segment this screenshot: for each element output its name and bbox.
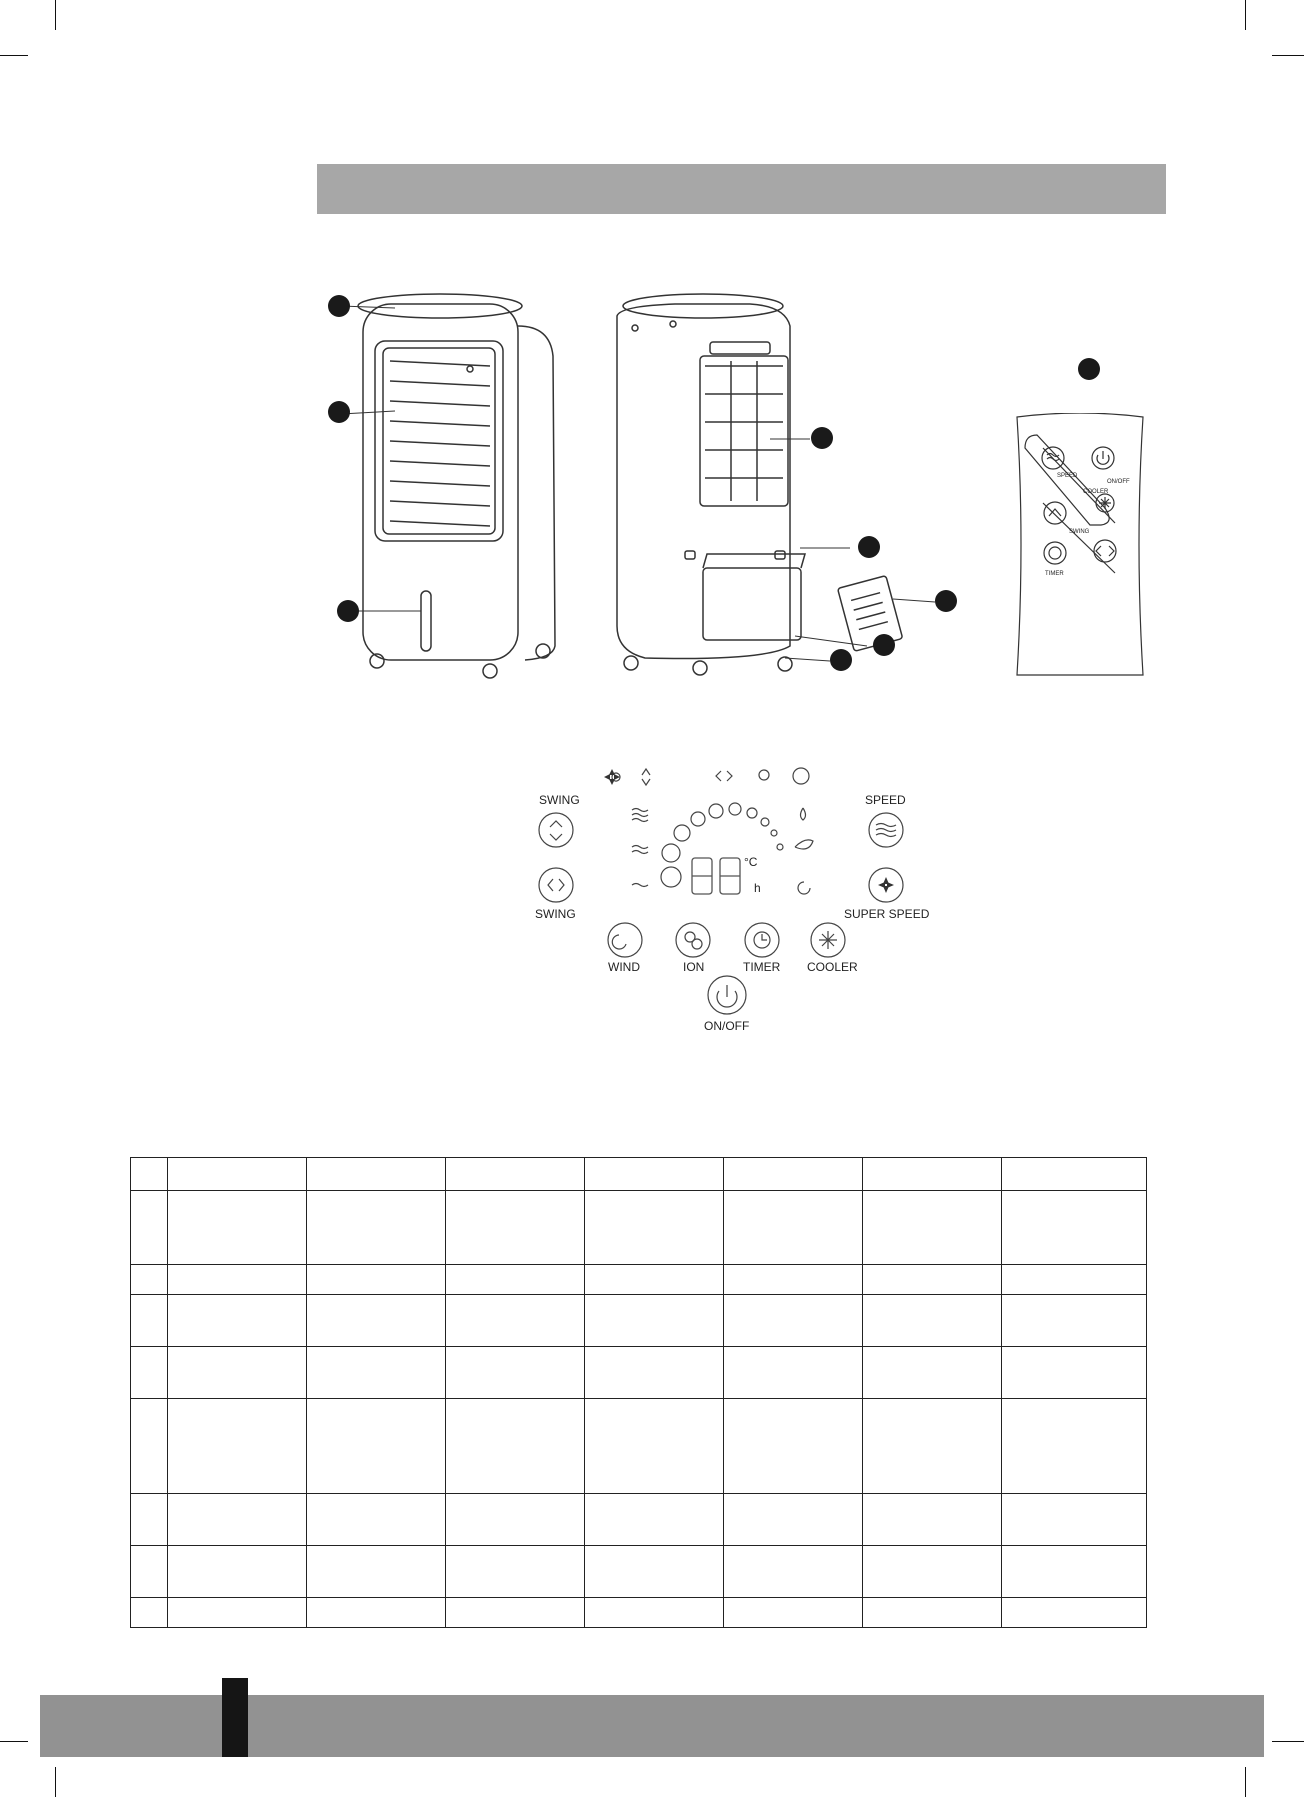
table-cell — [724, 1265, 863, 1295]
swing-horizontal-label: SWING — [535, 907, 576, 921]
remote-speed-label: SPEED — [1057, 473, 1078, 479]
section-header-bar — [317, 164, 1166, 214]
table-cell — [168, 1546, 307, 1598]
table-row — [131, 1265, 1147, 1295]
speed-low-indicator-icon — [632, 884, 648, 887]
table-cell — [446, 1191, 585, 1265]
table-cell — [724, 1191, 863, 1265]
celsius-unit-label: °C — [744, 855, 758, 869]
onoff-label: ON/OFF — [704, 1019, 750, 1033]
callout-marker — [935, 590, 957, 612]
crop-mark — [1245, 1767, 1246, 1797]
table-cell — [585, 1399, 724, 1494]
remote-control-figure — [1015, 413, 1145, 678]
table-cell — [307, 1347, 446, 1399]
spec-table — [130, 1157, 1147, 1628]
swing-vertical-icon — [550, 821, 562, 840]
fan-icon — [878, 877, 894, 893]
swing-vertical-label: SWING — [539, 793, 580, 807]
snowflake-icon — [819, 931, 837, 949]
table-cell — [1002, 1347, 1147, 1399]
table-row — [131, 1158, 1147, 1191]
table-cell — [168, 1191, 307, 1265]
table-row — [131, 1494, 1147, 1546]
timer-label: TIMER — [743, 960, 781, 974]
callout-marker — [337, 600, 359, 622]
table-cell — [131, 1598, 168, 1628]
super-speed-button-ring — [869, 868, 903, 902]
table-cell — [724, 1399, 863, 1494]
table-cell — [863, 1295, 1002, 1347]
crop-mark — [1245, 0, 1246, 30]
table-cell — [307, 1158, 446, 1191]
table-cell — [724, 1598, 863, 1628]
speed-high-indicator-icon — [632, 809, 648, 822]
sleep-wind-icon — [612, 935, 626, 949]
swing-horizontal-icon — [548, 879, 564, 891]
table-cell — [131, 1347, 168, 1399]
table-row — [131, 1598, 1147, 1628]
table-cell — [1002, 1191, 1147, 1265]
table-cell — [307, 1191, 446, 1265]
cooler-front-illustration — [325, 286, 560, 691]
swing-vertical-indicator-icon — [642, 769, 650, 785]
table-cell — [131, 1158, 168, 1191]
table-cell — [307, 1494, 446, 1546]
callout-marker — [328, 401, 350, 423]
water-drop-icon — [801, 808, 806, 820]
callout-marker — [811, 427, 833, 449]
callout-marker — [328, 295, 350, 317]
table-cell — [446, 1546, 585, 1598]
ion-button-ring — [676, 923, 710, 957]
crop-mark — [0, 1741, 28, 1742]
table-cell — [863, 1265, 1002, 1295]
cooler-rear-illustration — [605, 286, 955, 691]
table-cell — [307, 1399, 446, 1494]
leaf-icon — [795, 840, 813, 849]
table-cell — [1002, 1295, 1147, 1347]
callout-marker — [1078, 358, 1100, 380]
crop-mark — [0, 55, 28, 56]
table-cell — [863, 1598, 1002, 1628]
table-cell — [446, 1158, 585, 1191]
table-cell — [307, 1295, 446, 1347]
hours-unit-label: h — [754, 881, 761, 895]
table-cell — [168, 1158, 307, 1191]
remote-power-icon — [1097, 451, 1109, 464]
table-cell — [131, 1494, 168, 1546]
table-cell — [724, 1295, 863, 1347]
speed-icon — [876, 824, 896, 837]
table-cell — [131, 1399, 168, 1494]
table-cell — [131, 1265, 168, 1295]
crop-mark — [1272, 55, 1304, 56]
table-cell — [585, 1295, 724, 1347]
table-cell — [585, 1347, 724, 1399]
table-row — [131, 1399, 1147, 1494]
table-cell — [131, 1295, 168, 1347]
table-cell — [446, 1598, 585, 1628]
remote-snowflake-icon — [1099, 497, 1111, 509]
table-cell — [724, 1546, 863, 1598]
table-cell — [131, 1191, 168, 1265]
table-cell — [585, 1494, 724, 1546]
callout-marker — [830, 649, 852, 671]
cooler-front-figure — [325, 286, 560, 691]
table-cell — [863, 1494, 1002, 1546]
table-cell — [863, 1399, 1002, 1494]
table-cell — [168, 1399, 307, 1494]
table-cell — [863, 1158, 1002, 1191]
table-cell — [863, 1191, 1002, 1265]
table-cell — [168, 1598, 307, 1628]
remote-onoff-label: ON/OFF — [1107, 479, 1130, 485]
table-cell — [131, 1546, 168, 1598]
ion-indicator-icon — [759, 770, 769, 780]
table-cell — [1002, 1158, 1147, 1191]
table-cell — [585, 1546, 724, 1598]
remote-timer-icon — [1049, 547, 1061, 559]
speed-label: SPEED — [865, 793, 906, 807]
super-speed-label: SUPER SPEED — [844, 907, 930, 921]
table-cell — [307, 1546, 446, 1598]
table-cell — [585, 1598, 724, 1628]
sleep-wind-indicator-icon — [798, 882, 810, 894]
table-cell — [168, 1265, 307, 1295]
table-cell — [585, 1158, 724, 1191]
table-row — [131, 1546, 1147, 1598]
table-cell — [863, 1347, 1002, 1399]
power-icon — [717, 985, 737, 1007]
table-cell — [1002, 1546, 1147, 1598]
remote-timer-label: TIMER — [1045, 571, 1064, 577]
swing-horizontal-button-ring — [539, 868, 573, 902]
cooler-indicator-icon — [793, 768, 809, 784]
crop-mark — [1272, 1741, 1304, 1742]
table-cell — [446, 1347, 585, 1399]
table-cell — [724, 1347, 863, 1399]
table-cell — [168, 1295, 307, 1347]
table-cell — [168, 1494, 307, 1546]
swing-vertical-button-ring — [539, 813, 573, 847]
table-cell — [585, 1191, 724, 1265]
table-cell — [446, 1265, 585, 1295]
wind-label: WIND — [608, 960, 640, 974]
table-cell — [1002, 1598, 1147, 1628]
table-cell — [307, 1598, 446, 1628]
table-cell — [724, 1158, 863, 1191]
remote-control-illustration — [1015, 413, 1145, 678]
table-cell — [1002, 1399, 1147, 1494]
callout-marker — [858, 536, 880, 558]
cooler-rear-figure — [605, 286, 955, 691]
table-cell — [1002, 1265, 1147, 1295]
table-cell — [863, 1546, 1002, 1598]
table-cell — [585, 1265, 724, 1295]
cooler-label: COOLER — [807, 960, 858, 974]
remote-swing-label: SWING — [1069, 529, 1090, 535]
table-cell — [307, 1265, 446, 1295]
speed-mid-indicator-icon — [632, 846, 648, 854]
table-cell — [724, 1494, 863, 1546]
table-row — [131, 1191, 1147, 1265]
callout-marker — [873, 634, 895, 656]
crop-mark — [55, 0, 56, 30]
table-cell — [446, 1399, 585, 1494]
swing-horizontal-indicator-icon — [716, 771, 732, 781]
remote-cooler-label: COOLER — [1083, 489, 1109, 495]
table-row — [131, 1295, 1147, 1347]
table-cell — [168, 1347, 307, 1399]
table-row — [131, 1347, 1147, 1399]
remote-swing-horizontal-icon — [1096, 546, 1114, 556]
footer-tab — [222, 1678, 248, 1757]
ion-label: ION — [683, 960, 705, 974]
control-panel-figure — [530, 755, 950, 1035]
table-cell — [446, 1295, 585, 1347]
crop-mark — [55, 1767, 56, 1797]
table-cell — [1002, 1494, 1147, 1546]
table-cell — [446, 1494, 585, 1546]
